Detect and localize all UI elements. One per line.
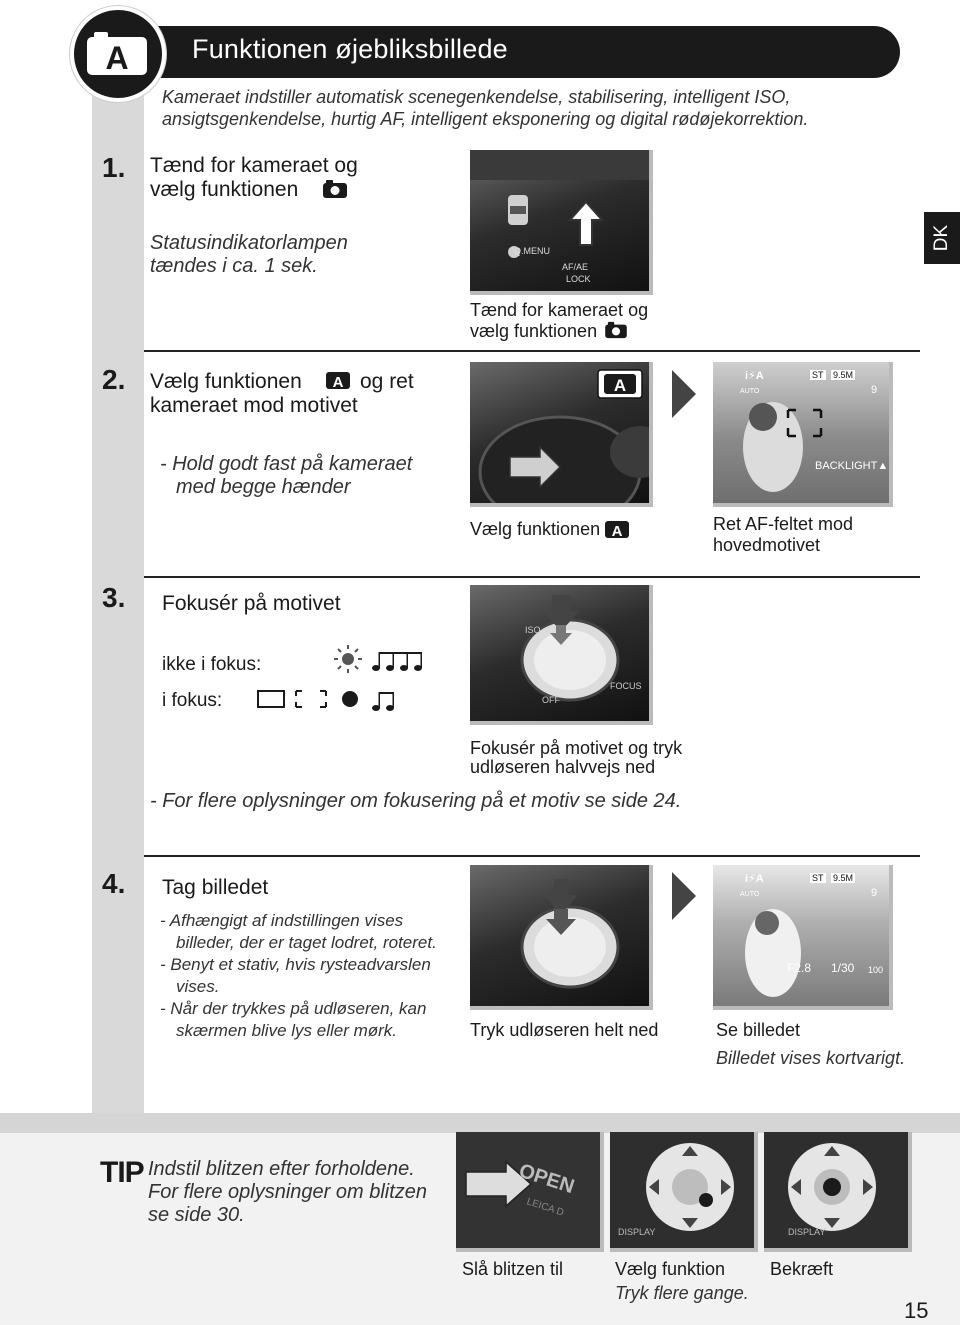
- svg-text:A: A: [613, 376, 627, 395]
- lcd-shutter-speed: 1/30: [831, 961, 855, 975]
- lcd-st-indicator: ST: [812, 873, 824, 883]
- display-label: DISPLAY: [618, 1227, 656, 1237]
- intelligent-auto-icon: [604, 519, 630, 539]
- off-label: OFF: [542, 695, 560, 705]
- focus-label: FOCUS: [610, 681, 642, 691]
- step-2-caption-right-line2: hovedmotivet: [713, 535, 821, 555]
- step-1-caption-line1: Tænd for kameraet og: [470, 300, 649, 320]
- step-1-note-line2: tændes i ca. 1 sek.: [150, 255, 318, 277]
- step-1-title-line2: vælg funktionen: [150, 178, 299, 201]
- step-1-caption-line2: vælg funktionen: [470, 321, 598, 341]
- mode-letter: A: [105, 40, 129, 76]
- not-in-focus-label: ikke i fokus:: [162, 654, 262, 675]
- tip-caption-2: Vælg funktion: [615, 1259, 726, 1279]
- tip-confirm-photo: [764, 1132, 912, 1252]
- bullet-item: - Benyt et stativ, hvis rysteadvarslen vises.: [160, 955, 431, 996]
- four-beep-icon: [372, 652, 422, 671]
- af-ae-label: AF/AE: [562, 262, 589, 272]
- step-2-caption-left: Vælg funktionen: [470, 519, 601, 539]
- step-2-note-line1: - Hold godt fast på kameraet: [160, 453, 413, 475]
- lcd-backlight-label: BACKLIGHT▲: [815, 460, 889, 472]
- open-label: OPEN: [516, 1159, 577, 1199]
- lock-label: LOCK: [566, 274, 591, 284]
- step-3-caption-line1: Fokusér på motivet og tryk: [470, 738, 683, 758]
- svg-text:A: A: [611, 523, 623, 539]
- focus-reference-note: - For flere oplysninger om fokusering på et motiv se side 24.: [150, 790, 682, 812]
- tip-caption-3: Bekræft: [770, 1259, 834, 1279]
- page-title: Funktionen øjebliksbillede: [192, 34, 508, 64]
- step-separator: [144, 576, 920, 578]
- tip-caption-1: Slå blitzen til: [462, 1259, 564, 1279]
- display-label: DISPLAY: [788, 1227, 826, 1237]
- bullet-item: - Når der trykkes på udløseren, kan skærmen blive lys eller mørk.: [160, 999, 427, 1040]
- arrow-right-icon: [672, 370, 696, 418]
- step-4-caption-right-italic: Billedet vises kortvarigt.: [716, 1048, 906, 1068]
- step-2-caption-right-line1: Ret AF-feltet mod: [713, 514, 854, 534]
- intelligent-auto-mode-icon: [84, 32, 150, 78]
- in-focus-indicators: [256, 684, 416, 714]
- lcd-iso: 100: [868, 965, 884, 975]
- page-number: 15: [904, 1298, 929, 1323]
- step-3-caption-line2: udløseren halvvejs ned: [470, 757, 656, 777]
- step-4-title: Tag billedet: [162, 876, 269, 899]
- tip-text: Indstil blitzen efter forholdene. For flere oplysninger om blitzen se side 30.: [148, 1158, 428, 1226]
- lcd-ia-indicator: i⚡A: [745, 370, 764, 382]
- step-3-shutter-half-press-photo: [470, 585, 653, 725]
- step-3-title: Fokusér på motivet: [162, 592, 341, 615]
- lcd-resolution: 9.5M: [833, 873, 854, 883]
- step-4-bullets: [160, 910, 460, 1042]
- lcd-resolution: 9.5M: [833, 370, 854, 380]
- focus-lit-icon: [342, 691, 358, 707]
- step-2-lcd-screen: [713, 362, 893, 507]
- step-4-number: 4.: [102, 868, 126, 899]
- intro-text: Kameraet indstiller automatisk scenegenkendelse, stabilisering, intelligent ISO, ansigtsgenkendelse, hurtig AF, intelligent eksponering og digital rødøjekorrektion.: [162, 87, 809, 129]
- svg-text:A: A: [332, 374, 344, 390]
- tip-divider-band: [0, 1113, 960, 1133]
- step-1-camera-photo: [470, 150, 653, 295]
- lcd-aperture: F2.8: [787, 961, 812, 975]
- lcd-auto-label: AUTO: [740, 891, 760, 898]
- intelligent-auto-icon: [325, 370, 351, 390]
- lcd-ia-indicator: i⚡A: [745, 873, 764, 885]
- step-4-caption-right: Se billedet: [716, 1020, 801, 1040]
- tip-label: TIP: [100, 1156, 144, 1189]
- step-separator: [144, 855, 920, 857]
- lcd-st-indicator: ST: [812, 370, 824, 380]
- blinking-focus-icon: [334, 645, 362, 673]
- tip-caption-2-italic: Tryk flere gange.: [615, 1283, 749, 1303]
- leica-label: LEICA D: [525, 1196, 566, 1219]
- step-separator: [144, 350, 920, 352]
- af-area-icon: [258, 691, 284, 707]
- lcd-shot-count: 9: [871, 384, 878, 396]
- tip-flash-open-photo: [456, 1132, 604, 1252]
- iso-label: ISO: [525, 625, 541, 635]
- not-in-focus-indicators: [332, 644, 432, 674]
- q-menu-label: Q.MENU: [514, 246, 550, 256]
- step-2-title-part2: og ret: [360, 370, 414, 393]
- step-4-shutter-full-press-photo: [470, 865, 653, 1010]
- in-focus-label: i fokus:: [162, 690, 223, 711]
- step-1-note-line1: Statusindikatorlampen: [150, 232, 348, 254]
- step-2-number: 2.: [102, 364, 126, 395]
- camera-mode-icon: [604, 321, 628, 339]
- lcd-shot-count: 9: [871, 887, 878, 899]
- step-1-title-line1: Tænd for kameraet og: [150, 154, 358, 177]
- lcd-auto-label: AUTO: [740, 388, 760, 395]
- af-frame-icon: [296, 691, 326, 707]
- step-2-note-line2: med begge hænder: [176, 476, 351, 498]
- step-4-caption-left: Tryk udløseren helt ned: [470, 1020, 659, 1040]
- arrow-right-icon: [672, 872, 696, 920]
- camera-mode-icon: [322, 179, 348, 199]
- tip-select-function-photo: [610, 1132, 758, 1252]
- step-2-title-part1: Vælg funktionen: [150, 370, 302, 393]
- step-1-number: 1.: [102, 152, 126, 183]
- step-3-number: 3.: [102, 582, 126, 613]
- step-4-lcd-screen: [713, 865, 893, 1010]
- two-beep-icon: [372, 692, 394, 711]
- step-2-title-line2: kameraet mod motivet: [150, 394, 358, 417]
- language-tab-label: DK: [931, 224, 952, 252]
- step-2-mode-dial-photo: [470, 362, 653, 507]
- bullet-item: - Afhængigt af indstillingen vises billeder, der er taget lodret, roteret.: [160, 911, 437, 952]
